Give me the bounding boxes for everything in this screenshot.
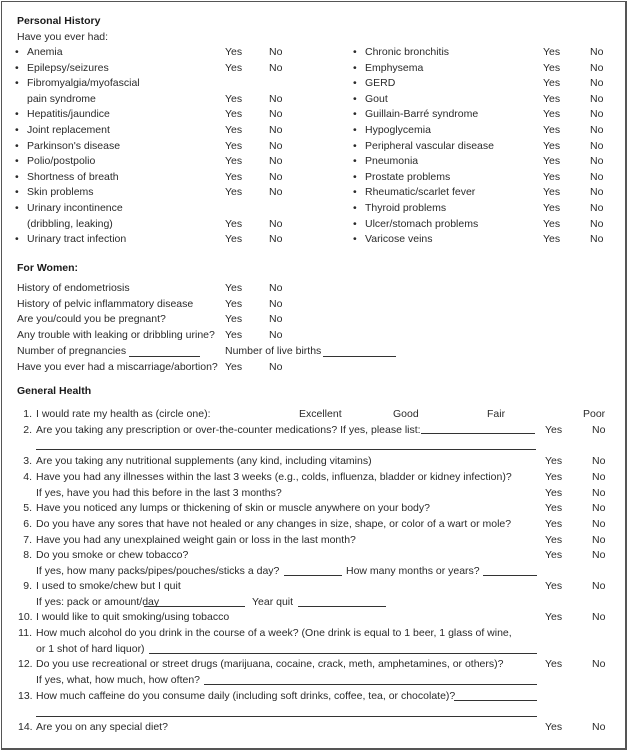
women-q-3-no[interactable]: No <box>269 329 283 342</box>
condition-left-0-yes[interactable]: Yes <box>225 46 243 58</box>
condition-right-9-no[interactable]: No <box>590 186 604 199</box>
condition-right-3-no[interactable]: No <box>590 92 604 105</box>
q-q14-yes[interactable]: Yes <box>545 721 563 733</box>
question-subtext: How many months or years? <box>346 565 480 577</box>
women-q-2-yes[interactable]: Yes <box>225 313 243 326</box>
women-q-1-no[interactable]: No <box>269 297 283 310</box>
condition-right-12-yes[interactable]: Yes <box>543 233 561 246</box>
question-text: How much alcohol do you drink in the course of a week? (One drink is equal to 1 beer, 1 glass of wine, <box>36 627 512 639</box>
women-question-label: Are you/could you be pregnant? <box>17 313 166 326</box>
drugs-details-field[interactable] <box>204 684 537 685</box>
q-q9-no[interactable]: No <box>592 580 606 592</box>
question-text: Are you on any special diet? <box>36 721 168 733</box>
condition-left-10-yes[interactable]: Yes <box>225 233 243 246</box>
condition-right-11-no[interactable]: No <box>590 217 604 230</box>
packs-per-day-field[interactable] <box>284 575 342 576</box>
q4-sub-no[interactable]: No <box>592 487 606 499</box>
condition-label: • Hypoglycemia <box>365 124 431 137</box>
question-text: Are you taking any prescription or over-the-counter medications? If yes, please list: <box>36 424 421 436</box>
question-number: 4. <box>23 471 32 483</box>
q4-sub-yes[interactable]: Yes <box>545 487 563 499</box>
question-number: 8. <box>23 549 32 561</box>
condition-label: • Ulcer/stomach problems <box>365 218 478 231</box>
q-q6-no[interactable]: No <box>592 518 606 530</box>
pregnancies-label: Number of pregnancies <box>17 345 127 357</box>
condition-label: • GERD <box>365 77 395 90</box>
question-text: Have you had any unexplained weight gain or loss in the last month? <box>36 534 356 546</box>
condition-right-10-yes[interactable]: Yes <box>543 202 561 214</box>
condition-label: • Hepatitis/jaundice <box>27 108 110 121</box>
condition-left-2-no[interactable]: No <box>269 92 283 105</box>
question-subtext: If yes, what, how much, how often? <box>36 674 201 686</box>
condition-label: • Thyroid problems <box>365 202 446 215</box>
live-births-field[interactable] <box>323 356 396 357</box>
question-number: 12. <box>18 658 33 670</box>
q-q2-yes[interactable]: Yes <box>545 424 563 436</box>
question-subtext: If yes: pack or amount/day <box>36 596 160 608</box>
condition-left-7-no[interactable]: No <box>269 170 283 183</box>
condition-label: • Rheumatic/scarlet fever <box>365 186 475 199</box>
condition-left-6-no[interactable]: No <box>269 155 283 168</box>
condition-label: • Pneumonia <box>365 155 418 168</box>
section-title-for-women: For Women: <box>17 262 79 274</box>
condition-right-7-yes[interactable]: Yes <box>543 155 561 168</box>
question-text: Do you have any sores that have not healed or any changes in size, shape, or color of a wart or mole? <box>36 518 512 530</box>
question-number: 10. <box>18 611 33 623</box>
miscarriage-label: Have you ever had a miscarriage/abortion? <box>17 361 218 373</box>
condition-left-9-yes[interactable]: Yes <box>225 217 243 230</box>
health-option-good[interactable]: Good <box>393 408 419 420</box>
condition-left-3-yes[interactable]: Yes <box>225 108 243 121</box>
women-q-1-yes[interactable]: Yes <box>225 297 243 310</box>
question-text: Do you use recreational or street drugs (marijuana, cocaine, crack, meth, amphetamines, or others)? <box>36 658 504 670</box>
question-text: I used to smoke/chew but I quit <box>36 580 181 592</box>
question-text: Are you taking any nutritional supplements (any kind, including vitamins) <box>36 455 372 467</box>
women-q-3-yes[interactable]: Yes <box>225 329 243 342</box>
condition-right-8-yes[interactable]: Yes <box>543 170 561 183</box>
condition-left-4-no[interactable]: No <box>269 124 283 136</box>
condition-right-9-yes[interactable]: Yes <box>543 186 561 199</box>
condition-right-1-yes[interactable]: Yes <box>543 61 561 74</box>
condition-right-5-yes[interactable]: Yes <box>543 124 561 136</box>
condition-left-1-yes[interactable]: Yes <box>225 61 243 74</box>
condition-right-12-no[interactable]: No <box>590 233 604 246</box>
condition-right-5-no[interactable]: No <box>590 124 604 136</box>
question-text: How much caffeine do you consume daily (including soft drinks, coffee, tea, or chocolate)? <box>36 690 456 702</box>
question-subtext: If yes, have you had this before in the last 3 months? <box>36 487 282 499</box>
year-quit-field[interactable] <box>298 606 386 607</box>
q-q8-yes[interactable]: Yes <box>545 549 563 561</box>
question-text: I would like to quit smoking/using tobacco <box>36 611 230 623</box>
condition-label: • Shortness of breath <box>27 171 119 184</box>
condition-label: • Epilepsy/seizures <box>27 62 109 75</box>
condition-right-0-yes[interactable]: Yes <box>543 46 561 58</box>
condition-label: • Joint replacement <box>27 124 110 137</box>
q-q9-yes[interactable]: Yes <box>545 580 563 592</box>
condition-right-6-yes[interactable]: Yes <box>543 139 561 152</box>
question-number: 9. <box>23 580 32 592</box>
condition-left-9-no[interactable]: No <box>269 217 283 230</box>
months-years-field[interactable] <box>483 575 537 576</box>
question-number: 7. <box>23 534 32 546</box>
condition-left-10-no[interactable]: No <box>269 233 283 246</box>
condition-left-2-yes[interactable]: Yes <box>225 92 243 105</box>
q-q10-yes[interactable]: Yes <box>545 611 563 623</box>
condition-left-7-yes[interactable]: Yes <box>225 170 243 183</box>
section-title-general-health: General Health <box>17 385 92 397</box>
condition-right-2-yes[interactable]: Yes <box>543 77 561 90</box>
alcohol-field[interactable] <box>149 653 537 654</box>
health-option-fair[interactable]: Fair <box>487 408 506 420</box>
amount-per-day-field[interactable] <box>144 606 245 607</box>
question-text: Have you noticed any lumps or thickening of skin or muscle anywhere on your body? <box>36 502 430 514</box>
miscarriage-yes[interactable]: Yes <box>225 361 243 373</box>
women-question-label: History of endometriosis <box>17 282 130 294</box>
question-number: 2. <box>23 424 32 436</box>
q-q3-no[interactable]: No <box>592 455 606 467</box>
health-option-poor[interactable]: Poor <box>583 408 606 420</box>
condition-label: • Anemia <box>27 46 63 59</box>
condition-left-1-no[interactable]: No <box>269 61 283 74</box>
condition-label: • Skin problems <box>27 186 94 199</box>
condition-label: • Guillain-Barré syndrome <box>365 108 478 121</box>
condition-right-0-no[interactable]: No <box>590 46 604 58</box>
question-number: 6. <box>23 518 32 530</box>
q-q8-no[interactable]: No <box>592 549 606 561</box>
q-q14-no[interactable]: No <box>592 721 606 733</box>
question-text: Do you smoke or chew tobacco? <box>36 549 189 561</box>
women-q-0-yes[interactable]: Yes <box>225 282 243 294</box>
condition-right-2-no[interactable]: No <box>590 77 604 90</box>
condition-right-7-no[interactable]: No <box>590 155 604 168</box>
q-q5-no[interactable]: No <box>592 502 606 514</box>
question-text: Have you had any illnesses within the last 3 weeks (e.g., colds, influenza, bladder or kidney infection)? <box>36 471 512 483</box>
q-q7-no[interactable]: No <box>592 534 606 546</box>
question-subtext: Year quit <box>252 596 294 608</box>
women-q-2-no[interactable]: No <box>269 313 283 326</box>
women-question-label: Any trouble with leaking or dribbling urine? <box>17 329 215 342</box>
medications-field[interactable] <box>421 433 535 434</box>
personal-history-prompt: Have you ever had: <box>17 31 109 43</box>
condition-label-cont: pain syndrome <box>27 92 96 105</box>
caffeine-field[interactable] <box>454 700 537 701</box>
condition-label-cont: (dribbling, leaking) <box>27 217 113 230</box>
question-number: 1. <box>23 408 32 420</box>
condition-left-4-yes[interactable]: Yes <box>225 124 243 136</box>
q-q12-no[interactable]: No <box>592 658 606 670</box>
question-subtext: If yes, how many packs/pipes/pouches/sticks a day? <box>36 565 280 577</box>
question-text: I would rate my health as (circle one): <box>36 408 211 420</box>
q-q7-yes[interactable]: Yes <box>545 534 563 546</box>
condition-left-0-no[interactable]: No <box>269 46 283 58</box>
q-q6-yes[interactable]: Yes <box>545 518 563 530</box>
condition-right-11-yes[interactable]: Yes <box>543 217 561 230</box>
condition-right-8-no[interactable]: No <box>590 170 604 183</box>
q-q5-yes[interactable]: Yes <box>545 502 563 514</box>
condition-label: • Gout <box>365 93 388 106</box>
question-number: 13. <box>18 690 33 702</box>
condition-left-5-yes[interactable]: Yes <box>225 139 243 152</box>
question-subtext: or 1 shot of hard liquor) <box>36 643 145 655</box>
condition-label: • Prostate problems <box>365 171 450 184</box>
health-option-excellent[interactable]: Excellent <box>299 408 342 420</box>
women-question-label: History of pelvic inflammatory disease <box>17 297 194 310</box>
condition-left-6-yes[interactable]: Yes <box>225 155 243 168</box>
miscarriage-no[interactable]: No <box>269 361 283 373</box>
condition-label: • Fibromyalgia/myofascial <box>27 77 140 90</box>
pregnancies-field[interactable] <box>129 356 200 357</box>
caffeine-field-line2[interactable] <box>36 716 537 717</box>
q-q2-no[interactable]: No <box>592 424 606 436</box>
condition-right-4-no[interactable]: No <box>590 108 604 121</box>
condition-right-6-no[interactable]: No <box>590 139 604 152</box>
condition-right-4-yes[interactable]: Yes <box>543 108 561 121</box>
section-title-personal-history: Personal History <box>17 15 101 27</box>
q-q10-no[interactable]: No <box>592 611 606 623</box>
question-number: 11. <box>18 627 32 639</box>
question-number: 14. <box>18 721 33 733</box>
condition-label: • Urinary tract infection <box>27 233 126 246</box>
q-q4-yes[interactable]: Yes <box>545 471 563 483</box>
live-births-label: Number of live births <box>225 345 322 357</box>
condition-label: • Peripheral vascular disease <box>365 140 494 153</box>
condition-right-1-no[interactable]: No <box>590 61 604 74</box>
medications-field-line2[interactable] <box>36 449 536 450</box>
condition-left-5-no[interactable]: No <box>269 139 283 152</box>
q-q4-no[interactable]: No <box>592 471 606 483</box>
condition-label: • Polio/postpolio <box>27 155 95 168</box>
condition-right-3-yes[interactable]: Yes <box>543 92 561 105</box>
question-number: 3. <box>23 455 32 467</box>
question-number: 5. <box>23 502 32 514</box>
condition-label: • Parkinson's disease <box>27 140 120 153</box>
women-q-0-no[interactable]: No <box>269 282 283 294</box>
condition-left-8-yes[interactable]: Yes <box>225 186 243 199</box>
condition-label: • Urinary incontinence <box>27 202 123 215</box>
condition-left-3-no[interactable]: No <box>269 108 283 121</box>
condition-right-10-no[interactable]: No <box>590 202 604 214</box>
condition-label: • Emphysema <box>365 62 423 75</box>
q-q12-yes[interactable]: Yes <box>545 658 563 670</box>
q-q3-yes[interactable]: Yes <box>545 455 563 467</box>
condition-label: • Varicose veins <box>365 233 433 246</box>
condition-label: • Chronic bronchitis <box>365 46 449 59</box>
condition-left-8-no[interactable]: No <box>269 186 283 199</box>
